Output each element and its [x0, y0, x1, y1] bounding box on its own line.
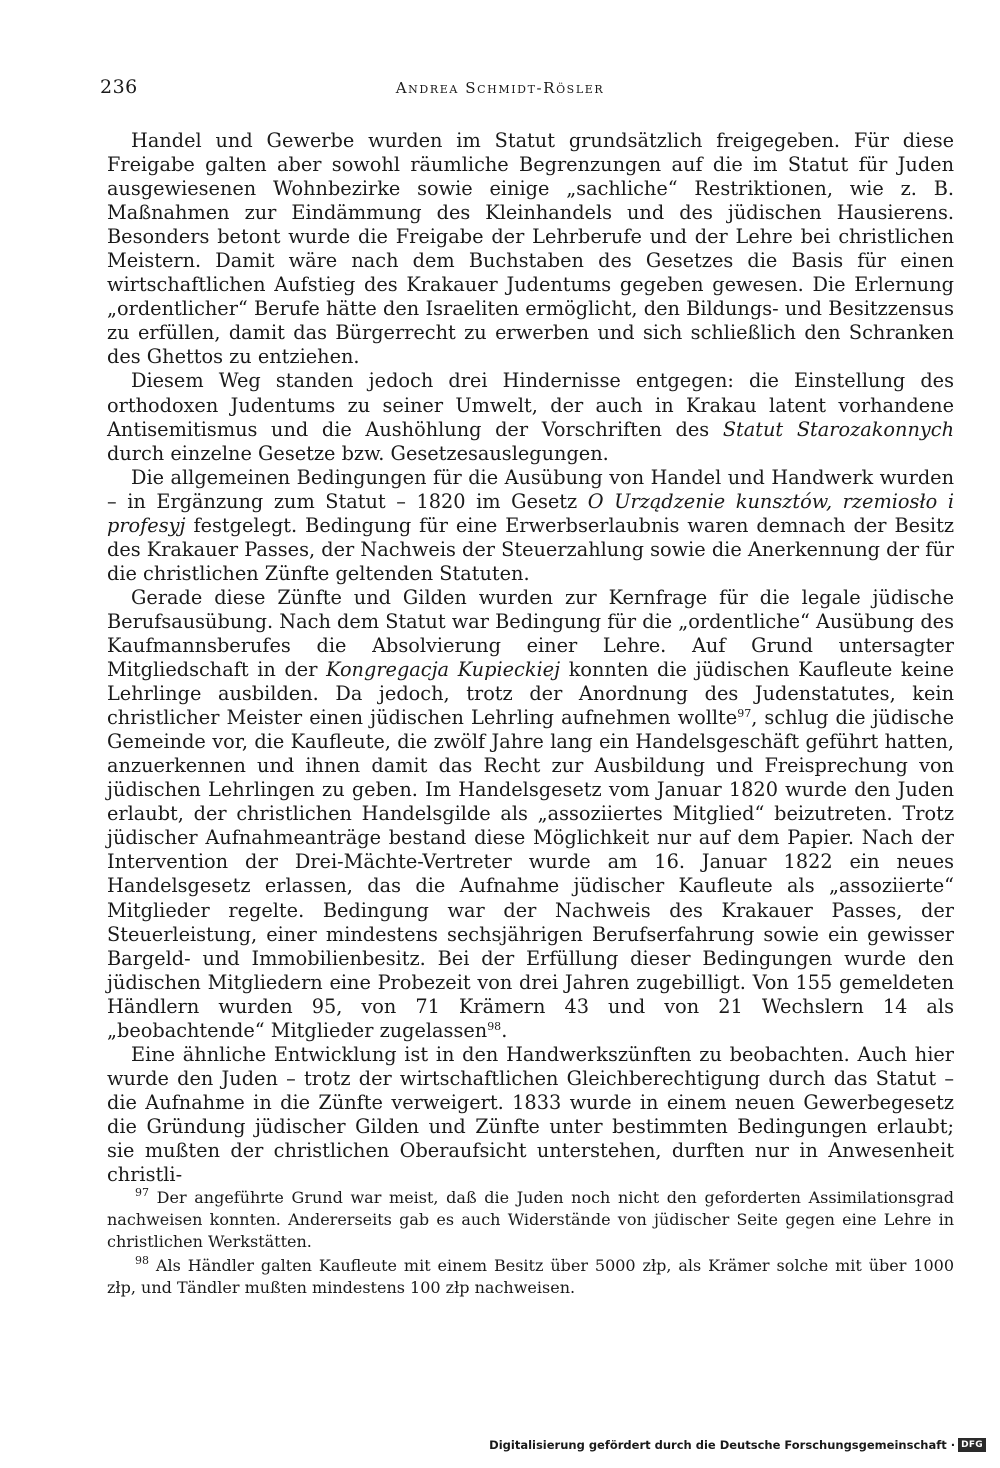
- footnote-number: 98: [135, 1254, 149, 1267]
- footnote-98: [107, 1255, 954, 1299]
- paragraph-2-text-a: Diesem Weg standen jedoch drei Hindernisse entgegen: die Einstellung des orthodoxen Judentums zu seiner Umwelt, der auch in Krakau latent vorhandene Antisemitismus und die Aushöhlung der Vorschriften des: [107, 369, 954, 441]
- footnote-text: Als Händler galten Kaufleute mit einem Besitz über 5000 złp, als Krämer solche mit über 1000 złp, und Tändler mußten mindestens 100 złp nachweisen.: [107, 1256, 954, 1297]
- digitization-credit: [489, 1438, 986, 1452]
- paragraph-3-text-a: Die allgemeinen Bedingungen für die Ausübung von Handel und Handwerk wurden – in Ergänzung zum Statut – 1820 im Gesetz: [107, 465, 954, 513]
- paragraph-2: [107, 369, 954, 465]
- paragraph-4-text-c: , schlug die jüdische Gemeinde vor, die Kaufleute, die zwölf Jahre lang ein Handelsgeschäft geführt hatten, anzuerkennen und ihnen damit das Recht zur Ausbildung und Freisprechung von jüdischen Lehrlingen zu geben. Im Handelsgesetz vom Januar 1820 wurde den Juden erlaubt, der christlichen Handelsgilde als „assoziiertes Mitglied“ beizutreten. Trotz jüdischer Aufnahmeanträge bestand diese Möglichkeit nur auf dem Papier. Nach der Intervention der Drei-Mächte-Vertreter wurde am 16. Januar 1822 ein neues Handelsgesetz erlassen, das die Aufnahme jüdischer Kaufleute als „assoziierte“ Mitglieder regelte. Bedingung war der Nachweis des Krakauer Passes, der Steuerleistung, einer mindestens sechsjährigen Berufserfahrung sowie ein gewisser Bargeld- und Immobilienbesitz. Bei der Erfüllung dieser Bedingungen wurde den jüdischen Mitgliedern eine Probezeit von drei Jahren zugebilligt. Von 155 gemeldeten Händlern wurden 95, von 71 Krämern 43 und von 21 Wechslern 14 als „beobachtende“ Mitglieder zugelassen: [107, 706, 954, 1042]
- paragraph-4-text-d: .: [501, 1018, 508, 1042]
- running-head: Andrea Schmidt-Rösler: [395, 79, 605, 97]
- paragraph-2-italic: Statut Starozakonnych: [722, 417, 954, 441]
- paragraph-3: [107, 466, 954, 586]
- paragraph-4-text-a: Gerade diese Zünfte und Gilden wurden zur Kernfrage für die legale jüdische Berufsausübung. Nach dem Statut war Bedingung für die „ordentliche“ Ausübung des Kaufmannsberufes die Absolvierung einer Lehre. Auf Grund untersagter Mitgliedschaft in der: [107, 585, 954, 682]
- paragraph-1: Handel und Gewerbe wurden im Statut grundsätzlich freigegeben. Für diese Freigabe galten aber sowohl räumliche Begrenzungen auf die im Statut für Juden ausgewiesenen Wohnbezirke sowie einige „sachliche“ Restriktionen, wie z. B. Maßnahmen zur Eindämmung des Kleinhandels und des jüdischen Hausierens. Besonders betont wurde die Freigabe der Lehrberufe und der Lehre bei christlichen Meistern. Damit wäre nach dem Buchstaben des Gesetzes die Basis für einen wirtschaftlichen Aufstieg des Krakauer Judentums gegeben gewesen. Die Erlernung „ordentlicher“ Berufe hätte den Israeliten ermöglicht, den Bildungs- und Besitzzensus zu erfüllen, damit das Bürgerrecht zu erwerben und sich schließlich den Schranken des Ghettos zu entziehen.: [107, 129, 954, 369]
- footnote-ref-98[interactable]: 98: [487, 1019, 502, 1033]
- body-text: [107, 129, 954, 1187]
- credit-text: Digitalisierung gefördert durch die Deutsche Forschungsgemeinschaft ·: [489, 1438, 956, 1452]
- footnotes: [107, 1187, 954, 1301]
- footnote-ref-97[interactable]: 97: [737, 707, 752, 721]
- page-number: 236: [100, 76, 138, 98]
- paragraph-3-italic: O Urządzenie kunsztów, rzemiosło i profesyj: [107, 489, 955, 537]
- paragraph-2-text-b: durch einzelne Gesetze bzw. Gesetzesauslegungen.: [107, 441, 609, 465]
- footnote-97: [107, 1187, 954, 1253]
- paragraph-4-text-b: konnten die jüdischen Kaufleute keine Lehrlinge ausbilden. Da jedoch, trotz der Anordnung des Judenstatutes, kein christlicher Meister einen jüdischen Lehrling aufnehmen wollte: [107, 658, 954, 730]
- paragraph-4: [107, 586, 954, 1043]
- paragraph-3-text-b: festgelegt. Bedingung für eine Erwerbserlaubnis waren demnach der Besitz des Krakauer Passes, der Nachweis der Steuerzahlung sowie die Anerkennung der für die christlichen Zünfte geltenden Statuten.: [107, 513, 954, 585]
- footnote-number: 97: [135, 1186, 149, 1199]
- dfg-logo: DFG: [958, 1438, 986, 1452]
- paragraph-4-italic: Kongregacja Kupieckiej: [326, 658, 561, 682]
- footnote-text: Der angeführte Grund war meist, daß die Juden noch nicht den geforderten Assimilationsgrad nachweisen konnten. Andererseits gab es auch Widerstände von jüdischer Seite gegen eine Lehre in christlichen Werkstätten.: [107, 1188, 954, 1251]
- paragraph-5: Eine ähnliche Entwicklung ist in den Handwerkszünften zu beobachten. Auch hier wurde den Juden – trotz der wirtschaftlichen Gleichberechtigung durch das Statut – die Aufnahme in die Zünfte verweigert. 1833 wurde in einem neuen Gewerbegesetz die Gründung jüdischer Gilden und Zünfte unter bestimmten Bedingungen erlaubt; sie mußten der christlichen Oberaufsicht unterstehen, durften nur in Anwesenheit christli-: [107, 1042, 954, 1187]
